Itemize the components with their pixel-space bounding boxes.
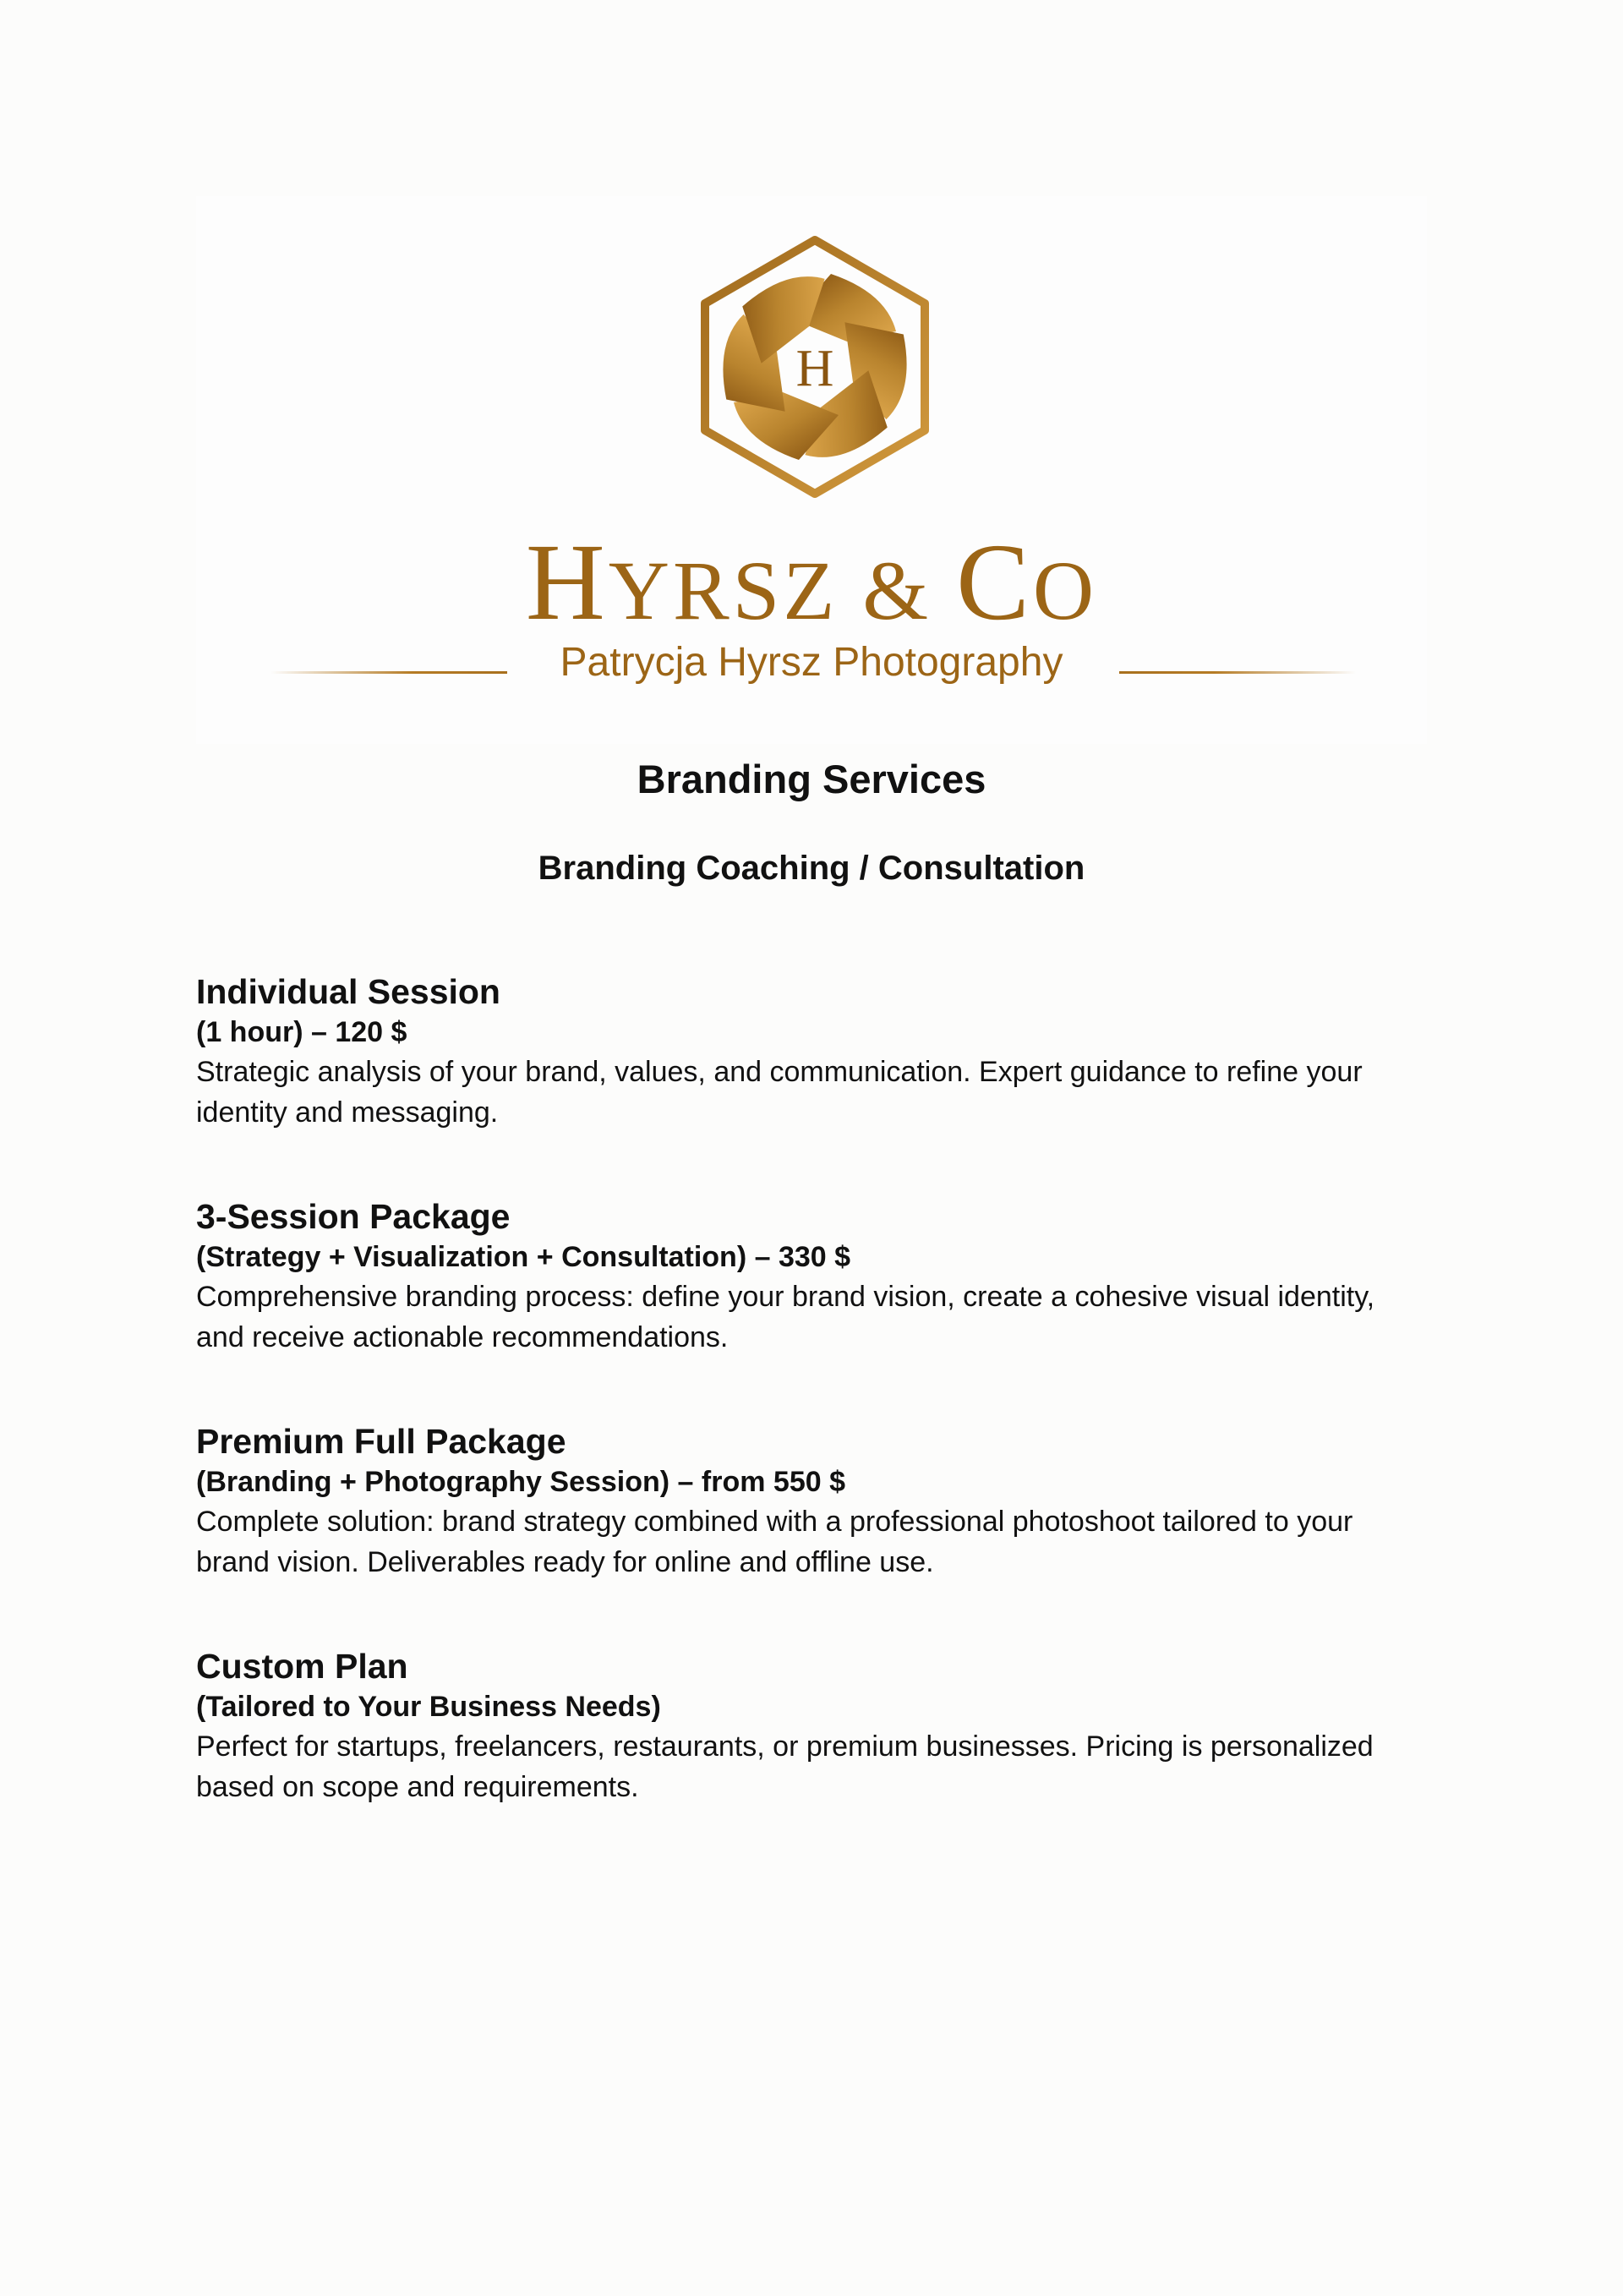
brand-logo (196, 196, 1427, 744)
service-description: Perfect for startups, freelancers, restaurants, or premium businesses. Pricing is personalized based on scope and requirements. (196, 1730, 1374, 1803)
service-item (196, 1195, 1430, 1358)
brand-tagline: Patrycja Hyrsz Photography (560, 640, 1063, 685)
page-title: Branding Services (637, 757, 986, 801)
service-name: Individual Session (196, 972, 500, 1011)
services-list (196, 970, 1430, 1870)
service-description: Complete solution: brand strategy combined with a professional photoshoot tailored to your brand vision. Deliverables ready for online and offline use. (196, 1506, 1353, 1578)
service-price: (1 hour) – 120 $ (196, 1016, 407, 1048)
shutter-hexagon-icon (697, 235, 933, 499)
page-subtitle: Branding Coaching / Consultation (538, 850, 1085, 887)
brand-name-part: O (1032, 544, 1098, 637)
service-description: Strategic analysis of your brand, values, and communication. Expert guidance to refine your identity and messaging. (196, 1056, 1363, 1129)
brand-name (196, 522, 1427, 643)
service-item (196, 1420, 1430, 1583)
service-price: (Branding + Photography Session) – from 550 $ (196, 1466, 845, 1498)
service-name: Premium Full Package (196, 1422, 566, 1461)
service-name: Custom Plan (196, 1647, 408, 1686)
brand-name-initial: C (956, 522, 1033, 643)
logo-letter: H (795, 340, 834, 397)
service-name: 3-Session Package (196, 1197, 511, 1236)
service-price: (Tailored to Your Business Needs) (196, 1691, 661, 1723)
service-item (196, 970, 1430, 1133)
service-item (196, 1645, 1430, 1807)
brand-name-initial: H (525, 522, 609, 643)
logo-divider-right (1119, 671, 1356, 674)
service-price: (Strategy + Visualization + Consultation) – 330 $ (196, 1241, 851, 1273)
brand-name-part: YRSZ & (608, 544, 957, 637)
service-description: Comprehensive branding process: define your brand vision, create a cohesive visual identity, and receive actionable recommendations. (196, 1281, 1375, 1353)
